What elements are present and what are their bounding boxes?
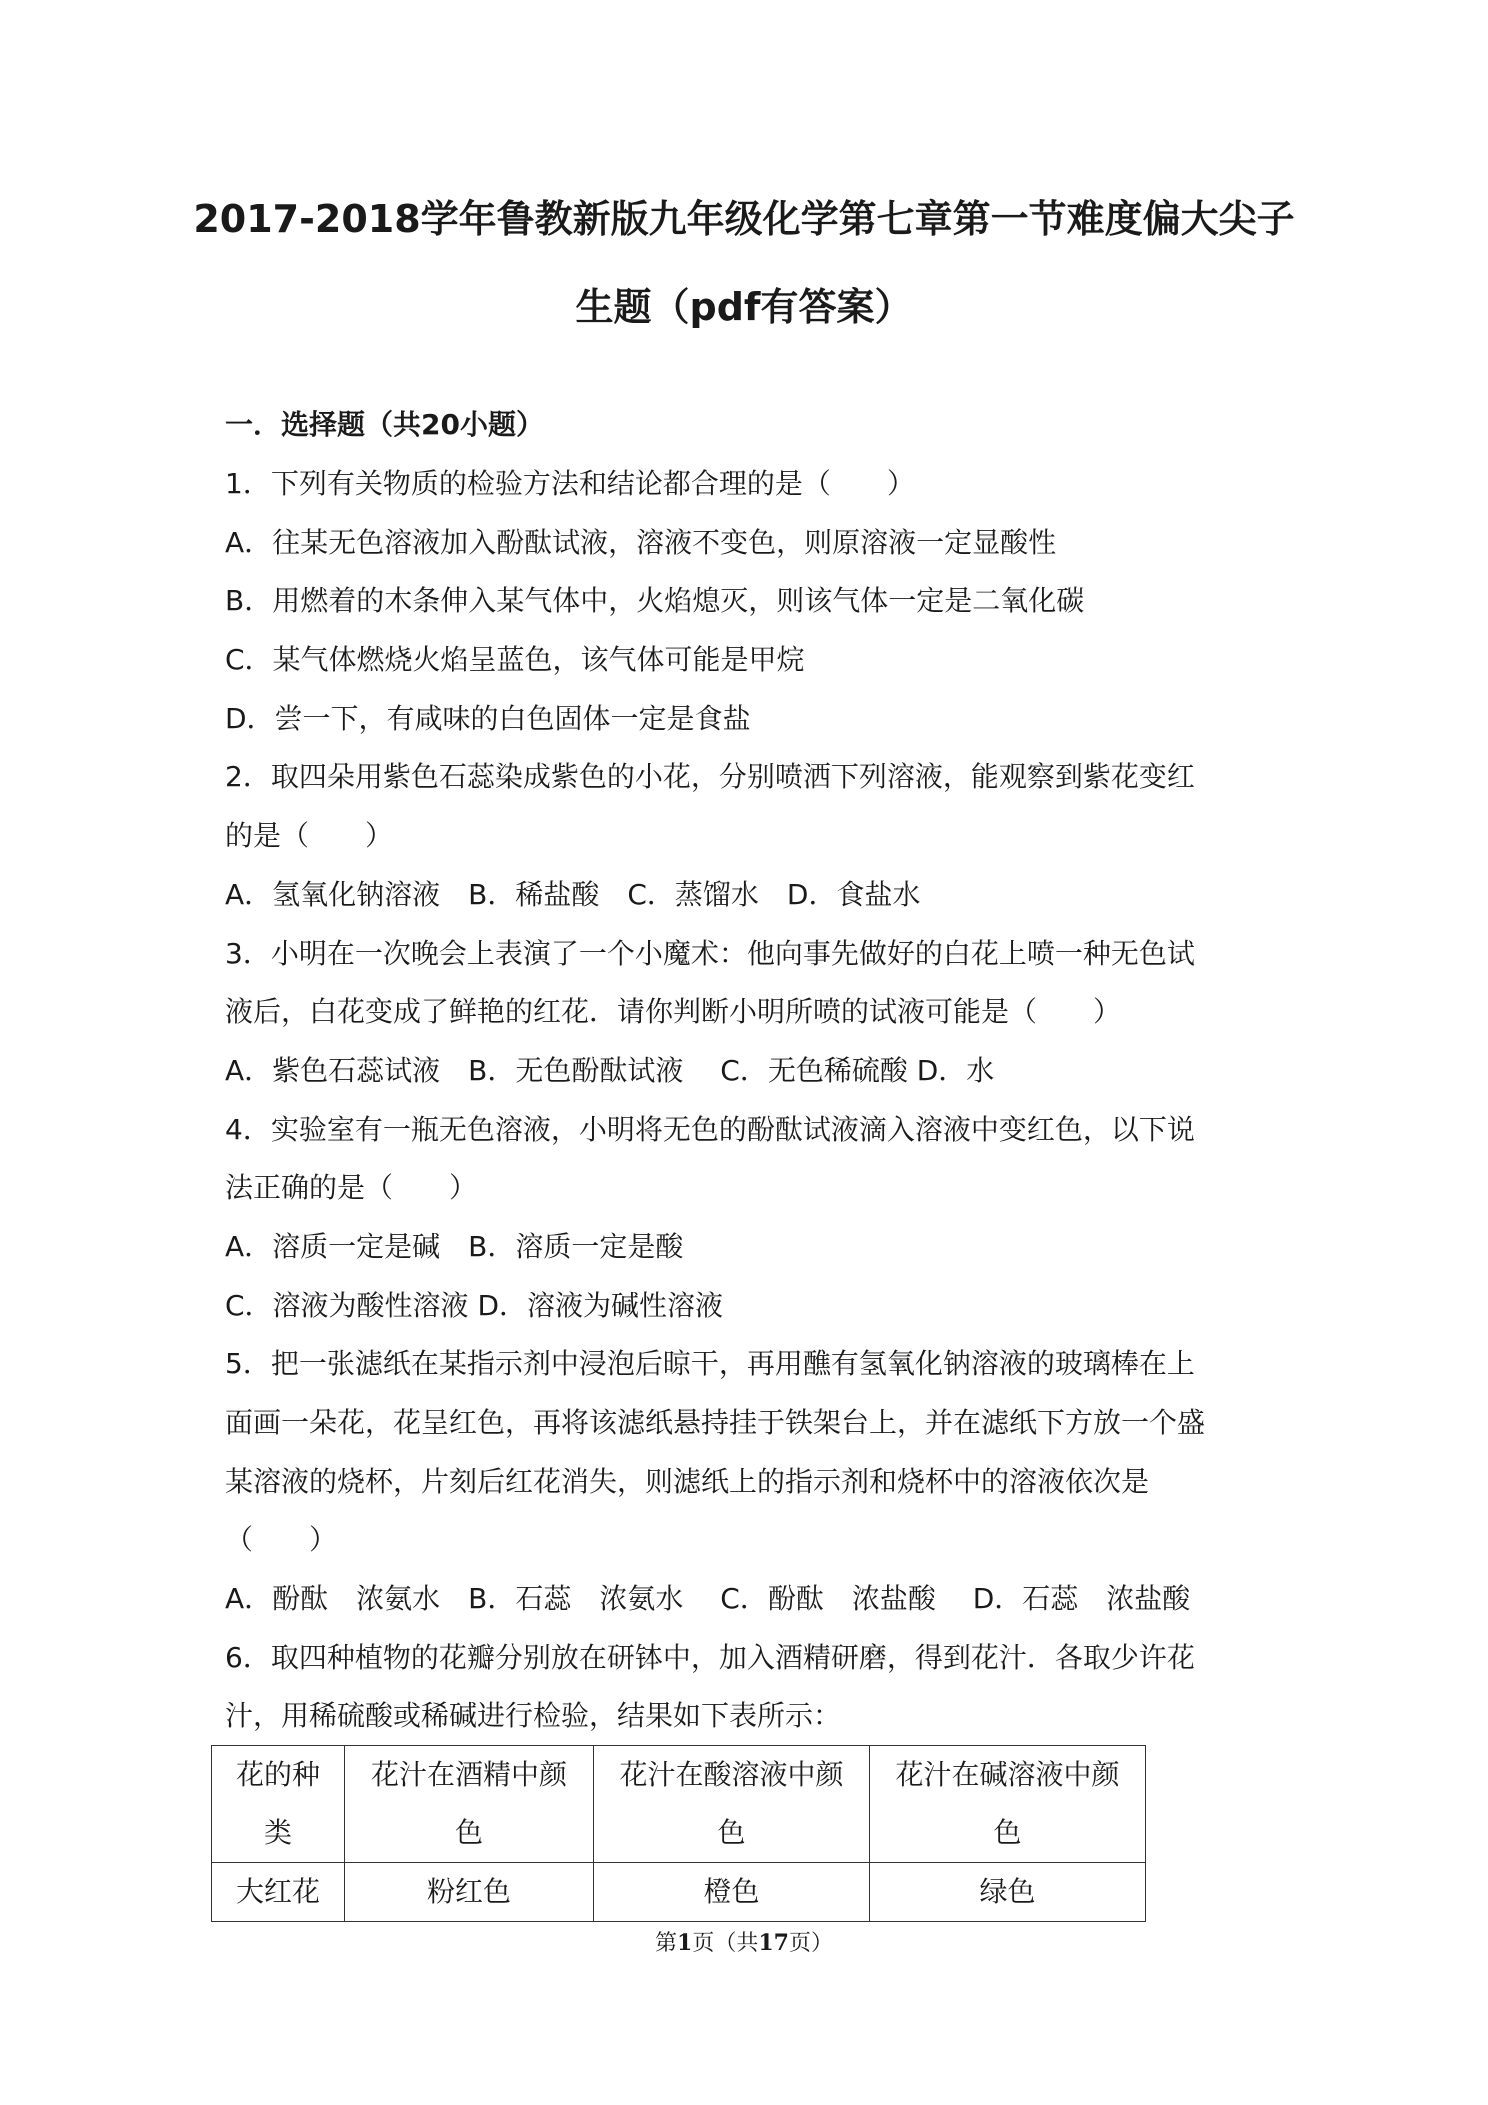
text-line: D．尝一下，有咸味的白色固体一定是食盐	[225, 701, 751, 735]
table-header-cell	[212, 1746, 345, 1863]
text-line: 6．取四种植物的花瓣分别放在研钵中，加入酒精研磨，得到花汁．各取少许花	[225, 1640, 1195, 1674]
question-body	[225, 455, 1265, 1746]
header-line: 花的种	[235, 1758, 320, 1791]
footer-suffix: 页）	[788, 1931, 833, 1956]
text-line: 面画一朵花，花呈红色，再将该滤纸悬持挂于铁架台上，并在滤纸下方放一个盛	[225, 1406, 1206, 1439]
footer-mid: 页（共	[692, 1931, 759, 1956]
table-cell: 粉红色	[345, 1863, 594, 1922]
text-line: 某溶液的烧杯，片刻后红花消失，则滤纸上的指示剂和烧杯中的溶液依次是	[225, 1464, 1150, 1498]
text-line: 3．小明在一次晚会上表演了一个小魔术：他向事先做好的白花上喷一种无色试	[225, 936, 1195, 970]
text-line: A．酚酞 浓氨水 B．石蕊 浓氨水 C．酚酞 浓盐酸 D．石蕊 浓盐酸	[225, 1582, 1191, 1616]
text-line: 液后，白花变成了鲜艳的红花．请你判断小明所喷的试液可能是（ ）	[225, 995, 1122, 1029]
table-cell: 橙色	[594, 1863, 870, 1922]
table-cell: 绿色	[870, 1863, 1146, 1922]
text-line: B．用燃着的木条伸入某气体中，火焰熄灭，则该气体一定是二氧化碳	[225, 584, 1085, 618]
document-title	[150, 175, 1338, 351]
text-line: （ ）	[225, 1523, 338, 1557]
section-heading: 一．选择题（共20小题）	[225, 408, 544, 441]
table-header-cell	[345, 1746, 594, 1863]
header-line: 色	[993, 1816, 1022, 1849]
footer-page-number: 1	[677, 1930, 693, 1956]
text-line: A．紫色石蕊试液 B．无色酚酞试液 C．无色稀硫酸 D．水	[225, 1053, 995, 1087]
text-line: A．溶质一定是碱 B．溶质一定是酸	[225, 1229, 684, 1263]
text-line: 汁，用稀硫酸或稀碱进行检验，结果如下表所示：	[225, 1699, 842, 1733]
text-line: A．往某无色溶液加入酚酞试液，溶液不变色，则原溶液一定显酸性	[225, 525, 1057, 559]
header-line: 类	[263, 1816, 292, 1849]
table-header-cell	[870, 1746, 1146, 1863]
header-line: 花汁在酸溶液中颜	[619, 1758, 844, 1791]
text-line: 的是（ ）	[225, 819, 394, 853]
table-cell: 大红花	[212, 1863, 345, 1922]
text-line: C．某气体燃烧火焰呈蓝色，该气体可能是甲烷	[225, 643, 805, 677]
header-line: 花汁在碱溶液中颜	[895, 1758, 1120, 1791]
table-header-cell	[594, 1746, 870, 1863]
text-line: 5．把一张滤纸在某指示剂中浸泡后晾干，再用醮有氢氧化钠溶液的玻璃棒在上	[225, 1347, 1195, 1381]
text-line: 法正确的是（ ）	[225, 1171, 478, 1205]
footer-total-pages: 17	[758, 1930, 789, 1956]
flower-color-table	[211, 1745, 1146, 1922]
text-line: A．氢氧化钠溶液 B．稀盐酸 C．蒸馏水 D．食盐水	[225, 877, 921, 911]
text-line: 4．实验室有一瓶无色溶液，小明将无色的酚酞试液滴入溶液中变红色，以下说	[225, 1112, 1195, 1146]
title-line-1: 2017-2018学年鲁教新版九年级化学第七章第一节难度偏大尖子	[193, 197, 1295, 241]
page-footer	[0, 1928, 1488, 1959]
table-header-row	[212, 1746, 1146, 1863]
header-line: 花汁在酒精中颜	[370, 1758, 567, 1791]
header-line: 色	[454, 1816, 483, 1849]
text-line: 1．下列有关物质的检验方法和结论都合理的是（ ）	[225, 467, 915, 500]
title-line-2: 生题（pdf有答案）	[575, 285, 913, 329]
text-line: 2．取四朵用紫色石蕊染成紫色的小花，分别喷洒下列溶液，能观察到紫花变红	[225, 760, 1195, 794]
table-row	[212, 1863, 1146, 1922]
text-line: C．溶液为酸性溶液 D．溶液为碱性溶液	[225, 1288, 724, 1322]
header-line: 色	[717, 1816, 746, 1849]
footer-prefix: 第	[655, 1931, 678, 1956]
